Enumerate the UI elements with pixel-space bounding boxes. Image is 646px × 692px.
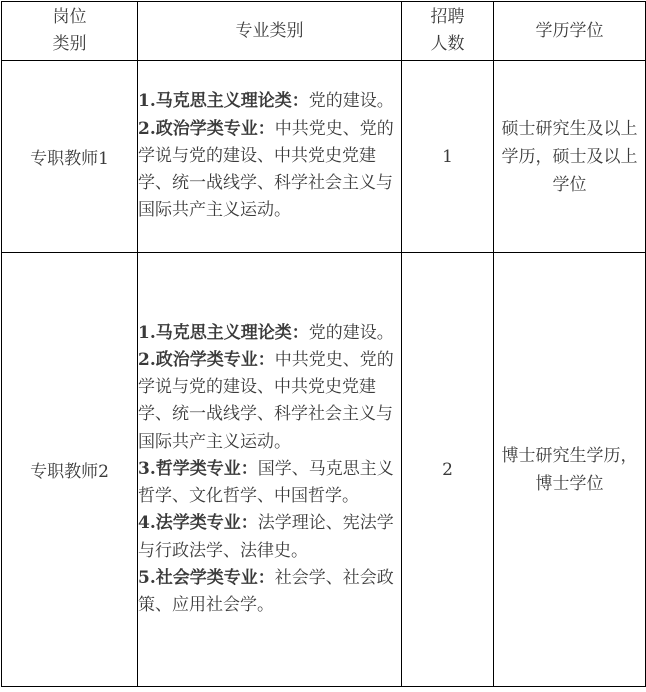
header-row [2,2,646,61]
major-category: 社会学类专业： [155,567,275,588]
header-position-line2: 类别 [52,34,87,54]
count-cell: 1 [402,61,494,253]
header-education-label: 学历学位 [535,20,604,41]
header-major [138,2,402,61]
major-item [138,456,401,510]
recruitment-table [1,1,646,687]
major-detail: 党的建设。 [308,91,394,112]
major-category: 政治学类专业： [155,118,275,139]
major-index: 3. [138,458,156,479]
major-item [138,320,401,347]
major-index: 4. [138,513,156,534]
header-count [402,2,494,61]
major-index: 1. [138,322,156,343]
major-index: 2. [138,350,156,371]
major-detail: 社会学、社会政策、应用社会学。 [138,567,394,615]
table-row [2,253,646,687]
major-detail: 中共党史、党的学说与党的建设、中共党史党建学、统一战线学、科学社会主义与国际共产主义运动。 [138,118,394,221]
major-detail: 中共党史、党的学说与党的建设、中共党史党建学、统一战线学、科学社会主义与国际共产主义运动。 [138,350,394,452]
major-item [138,116,401,225]
major-index: 2. [138,118,156,139]
major-detail: 党的建设。 [308,322,394,343]
major-item [138,565,401,619]
majors-cell [138,253,402,687]
header-education [494,2,646,61]
count-cell: 2 [402,253,494,687]
major-index: 5. [138,567,156,588]
header-position [2,2,138,61]
header-major-label: 专业类别 [235,20,304,41]
major-item [138,88,401,115]
major-detail: 法学理论、宪法学与行政法学、法律史。 [138,513,394,561]
education-cell: 硕士研究生及以上学历，硕士及以上学位 [494,61,646,253]
major-detail: 国学、马克思主义哲学、文化哲学、中国哲学。 [138,458,394,507]
header-position-line1: 岗位 [52,7,87,27]
major-index: 1. [138,91,156,112]
majors-cell [138,61,402,253]
major-category: 马克思主义理论类： [155,91,309,112]
education-cell: 博士研究生学历，博士学位 [494,253,646,687]
header-count-line2: 人数 [430,34,465,54]
major-item [138,347,401,456]
header-count-line1: 招聘 [430,7,465,27]
major-category: 法学类专业： [155,513,258,534]
major-category: 哲学类专业： [155,458,258,479]
major-category: 马克思主义理论类： [155,322,309,343]
position-cell: 专职教师2 [2,253,138,687]
position-cell: 专职教师1 [2,61,138,253]
major-item [138,510,401,564]
table-row [2,61,646,253]
major-category: 政治学类专业： [155,350,275,371]
